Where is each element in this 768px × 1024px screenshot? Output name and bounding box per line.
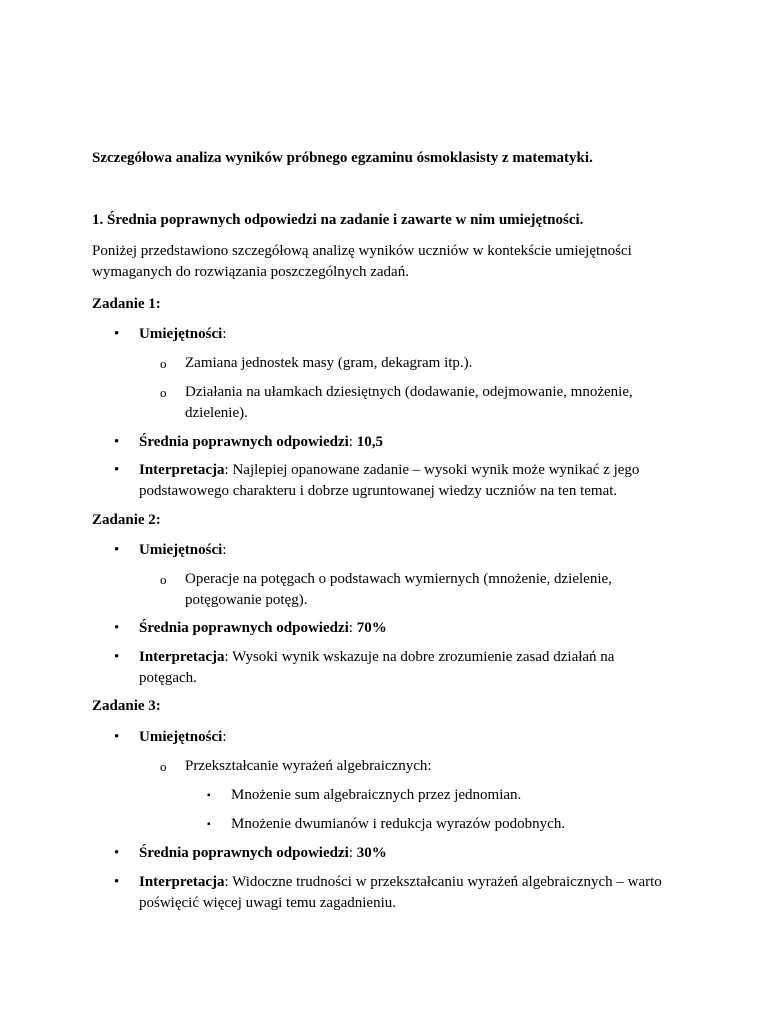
skill-text: Operacje na potęgach o podstawach wymiernych (mnożenie, dzielenie, potęgowanie potęg).	[185, 571, 612, 608]
document-page: Szczegółowa analiza wyników próbnego egzaminu ósmoklasisty z matematyki. 1. Średnia poprawnych odpowiedzi na zadanie i zawarte w nim umiejętności. Poniżej przedstawiono szczegółową analizę wyników uczniów w kontekście umiejętności wymaganych do rozwiązania poszczególnych zadań. Zadanie 1: • Umiejętności: o Zamiana jednostek masy (gram, dekagram itp.). o Działania na ułamkach dziesiętnych (dodawanie, odejmowanie, mnożenie, dzielenie). • Średnia poprawnych odpowiedzi: 10,5 • Interpretacja: Najlepiej opanowane zadanie – wysoki wynik może wynikać z jego podstawowego charakteru i dobrze ugruntowanej wiedzy uczniów na ten temat. Zadanie 2: • Umiejętności: o Operacje na potęgach o podstawach wymiernych (mnożenie, dzielenie, potęgowanie potęg). • Średnia poprawnych odpowiedzi: 70% • Interpretacja: Wysoki wynik wskazuje na dobre zrozumienie zasad działań na potęgach. Zadanie 3: • Umiejętności: o Przekształcanie wyrażeń algebraicznych: ▪ Mnożenie sum algebraicznych przez jednomian. ▪ Mnożenie dwumianów i redukcja wyrazów podobnych. • Średnia poprawnych odpowiedzi: 30% • Interpretacja: Widoczne trudności w przekształcaniu wyrażeń algebraicznych – warto poświęcić więcej uwagi temu zagadnieniu.	[0, 0, 768, 1024]
bullet-icon: •	[114, 462, 120, 478]
circle-bullet-icon: o	[160, 759, 167, 774]
circle-bullet-icon: o	[160, 572, 167, 587]
bullet-icon: •	[114, 326, 120, 342]
skill-text: Przekształcanie wyrażeń algebraicznych:	[185, 758, 432, 774]
bullet-icon: •	[114, 542, 120, 558]
sub-skill-text: Mnożenie sum algebraicznych przez jednomian.	[231, 787, 522, 803]
interpretation-text: Widoczne trudności w przekształcaniu wyrażeń algebraicznych – warto poświęcić więcej uwagi temu zagadnieniu.	[139, 874, 662, 911]
bullet-icon: •	[114, 434, 120, 450]
skills-label: Umiejętności	[139, 542, 223, 558]
bullet-icon: •	[114, 729, 120, 745]
task-heading: Zadanie 2:	[92, 512, 161, 528]
skill-text: Zamiana jednostek masy (gram, dekagram itp.).	[185, 355, 473, 371]
square-bullet-icon: ▪	[207, 790, 211, 801]
interpretation-label: Interpretacja	[139, 649, 225, 665]
task-heading: Zadanie 1:	[92, 296, 161, 312]
square-bullet-icon: ▪	[207, 819, 211, 830]
average-label: Średnia poprawnych odpowiedzi	[139, 845, 349, 861]
average-value: 30%	[356, 845, 387, 861]
skill-text: Działania na ułamkach dziesiętnych (dodawanie, odejmowanie, mnożenie, dzielenie).	[185, 384, 633, 421]
sub-skill-text: Mnożenie dwumianów i redukcja wyrazów podobnych.	[231, 816, 566, 832]
bullet-icon: •	[114, 845, 120, 861]
interpretation-label: Interpretacja	[139, 462, 225, 478]
average-value: 70%	[356, 620, 387, 636]
average-value: 10,5	[356, 434, 383, 450]
interpretation-text: Wysoki wynik wskazuje na dobre zrozumienie zasad działań na potęgach.	[139, 649, 615, 686]
section-heading: 1. Średnia poprawnych odpowiedzi na zadanie i zawarte w nim umiejętności.	[92, 212, 584, 228]
task-heading: Zadanie 3:	[92, 698, 161, 714]
intro-paragraph: Poniżej przedstawiono szczegółową analizę wyników uczniów w kontekście umiejętności wymaganych do rozwiązania poszczególnych zadań.	[92, 243, 632, 280]
circle-bullet-icon: o	[160, 385, 167, 400]
average-label: Średnia poprawnych odpowiedzi	[139, 434, 349, 450]
bullet-icon: •	[114, 649, 120, 665]
skills-label: Umiejętności	[139, 326, 223, 342]
interpretation-text: Najlepiej opanowane zadanie – wysoki wynik może wynikać z jego podstawowego charakteru i dobrze ugruntowanej wiedzy uczniów na ten temat.	[139, 462, 640, 499]
bullet-icon: •	[114, 874, 120, 890]
document-title: Szczegółowa analiza wyników próbnego egzaminu ósmoklasisty z matematyki.	[92, 150, 593, 166]
skills-label: Umiejętności	[139, 729, 223, 745]
bullet-icon: •	[114, 620, 120, 636]
average-label: Średnia poprawnych odpowiedzi	[139, 620, 349, 636]
interpretation-label: Interpretacja	[139, 874, 225, 890]
circle-bullet-icon: o	[160, 356, 167, 371]
